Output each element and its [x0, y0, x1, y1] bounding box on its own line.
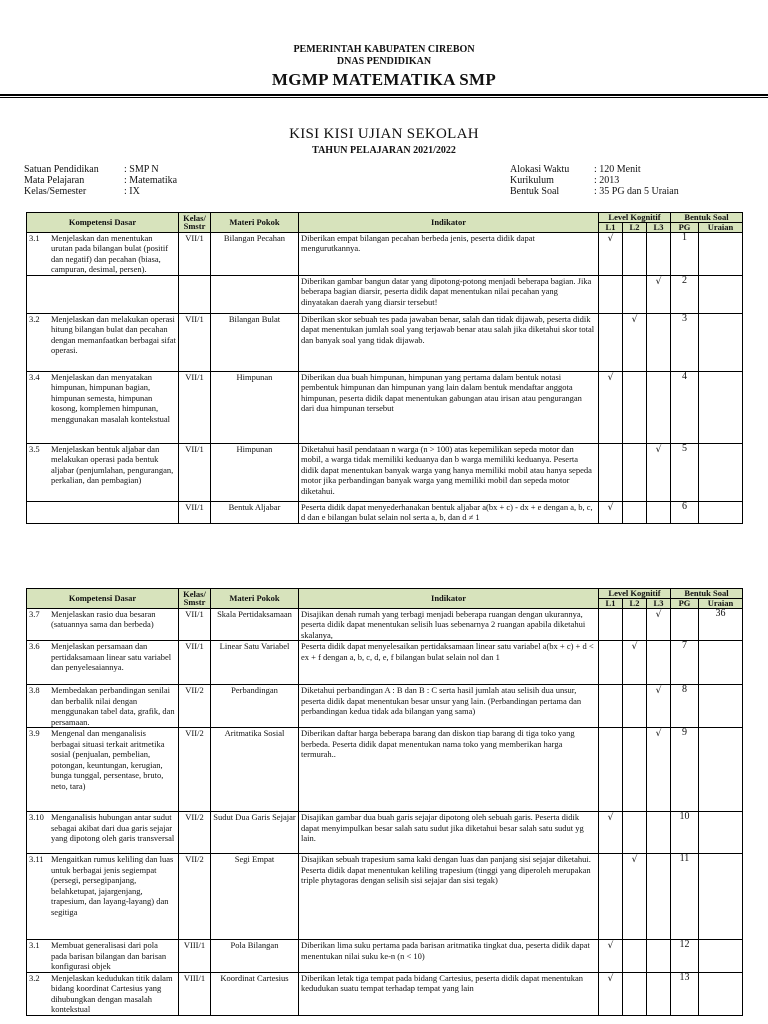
- materi-cell: Segi Empat: [211, 854, 299, 940]
- indikator-cell: Disajikan gambar dua buah garis sejajar dipotong oleh sebuah garis. Peserta didik dapat menyimpulkan besar salah satu sudut jika diketahui besar salah satu sudut yg lain.: [299, 812, 599, 854]
- indikator-cell: Diberikan letak tiga tempat pada bidang Cartesius, peserta didik dapat menentukan kedudukan suatu tempat terhadap tempat yang lain: [299, 972, 599, 1015]
- kd-cell: [27, 940, 179, 973]
- kelas-cell: VII/1: [179, 501, 211, 523]
- level-l1-cell: [599, 940, 623, 973]
- kd-text: Membedakan perbandingan senilai dan berbalik nilai dengan menggunakan tabel data, grafik, dan persamaan.: [51, 685, 175, 727]
- kd-cell: [27, 501, 179, 523]
- materi-cell: Bentuk Aljabar: [211, 501, 299, 523]
- col-uraian: Uraian: [699, 223, 743, 233]
- kd-content: [29, 728, 176, 791]
- kd-content: [29, 685, 176, 727]
- col-bentuk-soal: Bentuk Soal: [671, 589, 743, 599]
- checkmark-icon: √: [655, 276, 662, 287]
- uraian-number-cell: [699, 641, 743, 685]
- level-l2-cell: [623, 443, 647, 501]
- kd-cell: [27, 854, 179, 940]
- pg-number-cell: 11: [671, 854, 699, 940]
- table-row: [27, 728, 743, 812]
- uraian-number-cell: [699, 313, 743, 371]
- indikator-cell: Disajikan denah rumah yang terbagi menjadi beberapa ruangan dengan ukurannya, peserta didik dapat menentukan selisih luas sebenarnya 2 ruangan apabila diketahui skalanya,: [299, 608, 599, 641]
- col-indikator: Indikator: [299, 589, 599, 609]
- info-row: [24, 175, 177, 186]
- document-subtitle: TAHUN PELAJARAN 2021/2022: [312, 145, 456, 156]
- uraian-number-cell: [699, 812, 743, 854]
- kd-text: Menjelaskan persamaan dan pertidaksamaan linear satu variabel dan penyelesaiannya.: [51, 641, 172, 672]
- indikator-cell: Peserta didik dapat menyelesaikan pertidaksamaan linear satu variabel a(bx + c) + d < ex + f dengan a, b, c, d, e, f bilangan bulat selain nol dan 1: [299, 641, 599, 685]
- level-l2-cell: [623, 812, 647, 854]
- info-row: [24, 164, 177, 175]
- kelas-cell: VIII/1: [179, 940, 211, 973]
- col-level-kognitif: Level Kognitif: [599, 589, 671, 599]
- level-l2-cell: [623, 685, 647, 728]
- info-label: Alokasi Waktu: [510, 164, 570, 175]
- col-kompetensi-dasar: Kompetensi Dasar: [27, 213, 179, 233]
- uraian-number-cell: [699, 854, 743, 940]
- kd-cell: [27, 608, 179, 641]
- materi-cell: Sudut Dua Garis Sejajar: [211, 812, 299, 854]
- level-l2-cell: [623, 728, 647, 812]
- kd-text: Menjelaskan bentuk aljabar dan melakukan operasi pada bentuk aljabar (penjumlahan, pengurangan, perkalian, dan pembagian): [51, 443, 174, 485]
- uraian-number-cell: [699, 275, 743, 313]
- checkmark-icon: √: [655, 686, 662, 696]
- indikator-cell: Diketahui perbandingan A : B dan B : C serta hasil jumlah atau selisih dua unsur, peserta didik dapat menentukan besar unsur yang lain. (Perbandingan pertama dan perbandingan kedua tidak ada bilangan yang sama): [299, 685, 599, 728]
- level-l3-cell: [647, 728, 671, 812]
- table-row: [27, 443, 743, 501]
- kd-number: 3.8: [29, 685, 40, 695]
- checkmark-icon: √: [607, 813, 614, 823]
- info-row: [510, 175, 679, 186]
- kd-cell: [27, 728, 179, 812]
- indikator-cell: Diberikan gambar bangun datar yang dipotong-potong menjadi beberapa bagian. Jika beberapa bagian diarsir, peserta didik dapat menentukan nilai pecahan yang dinyatakan daerah yang diarsir tersebut!: [299, 275, 599, 313]
- kd-cell: [27, 371, 179, 443]
- table-row: [27, 940, 743, 973]
- kd-content: [29, 444, 176, 486]
- materi-cell: Pola Bilangan: [211, 940, 299, 973]
- kelas-cell: VII/1: [179, 608, 211, 641]
- table-row: [27, 854, 743, 940]
- pg-number-cell: 8: [671, 685, 699, 728]
- level-l1-cell: [599, 812, 623, 854]
- pg-number-cell: [671, 608, 699, 641]
- col-l3: L3: [647, 223, 671, 233]
- level-l3-cell: [647, 685, 671, 728]
- kd-number: 3.7: [29, 608, 40, 619]
- kd-cell: [27, 313, 179, 371]
- level-l1-cell: [599, 685, 623, 728]
- kd-number: 3.4: [29, 371, 40, 382]
- header-row: [27, 213, 743, 223]
- uraian-number-cell: [699, 972, 743, 1015]
- kd-text: Menjelaskan dan melakukan operasi hitung bilangan bulat dan pecahan dengan memanfaatkan berbagai sifat operasi.: [51, 313, 176, 355]
- table-row: [27, 972, 743, 1015]
- info-value: : 120 Menit: [594, 164, 641, 175]
- pg-number-cell: 5: [671, 443, 699, 501]
- checkmark-icon: √: [631, 855, 638, 865]
- level-l1-cell: [599, 443, 623, 501]
- materi-cell: Perbandingan: [211, 685, 299, 728]
- level-l3-cell: [647, 371, 671, 443]
- kd-cell: [27, 685, 179, 728]
- table-row: [27, 812, 743, 854]
- info-value: : Matematika: [124, 175, 178, 186]
- level-l2-cell: [623, 371, 647, 443]
- pg-number-cell: 12: [671, 940, 699, 973]
- table-row: [27, 275, 743, 313]
- letterhead-divider: [0, 94, 768, 98]
- kd-text: Menjelaskan dan menyatakan himpunan, himpunan bagian, himpunan semesta, himpunan kosong, komplemen himpunan, menggunakan masalah kontekstual: [51, 371, 170, 424]
- col-uraian: Uraian: [699, 599, 743, 609]
- uraian-number-cell: [699, 371, 743, 443]
- pg-number-cell: 3: [671, 313, 699, 371]
- level-l3-cell: [647, 972, 671, 1015]
- level-l1-cell: [599, 371, 623, 443]
- level-l2-cell: [623, 641, 647, 685]
- level-l3-cell: [647, 641, 671, 685]
- info-value: : IX: [124, 186, 140, 197]
- checkmark-icon: √: [607, 233, 614, 244]
- checkmark-icon: √: [631, 642, 638, 652]
- kelas-cell: VII/2: [179, 854, 211, 940]
- info-label: Bentuk Soal: [510, 186, 560, 197]
- checkmark-icon: √: [607, 973, 614, 984]
- kd-content: [29, 854, 176, 917]
- table-row: [27, 685, 743, 728]
- checkmark-icon: √: [607, 502, 614, 513]
- kd-content: [29, 940, 176, 972]
- level-l3-cell: [647, 854, 671, 940]
- indikator-cell: Diberikan lima suku pertama pada barisan aritmatika tingkat dua, peserta didik dapat menentukan nilai suku ke-n (n < 10): [299, 940, 599, 973]
- pg-number-cell: 2: [671, 275, 699, 313]
- level-l2-cell: [623, 940, 647, 973]
- level-l3-cell: [647, 501, 671, 523]
- materi-cell: Aritmatika Sosial: [211, 728, 299, 812]
- indikator-cell: Diberikan dua buah himpunan, himpunan yang pertama dalam bentuk notasi pembentuk himpunan dan himpunan yang lain dalam bentuk mendaftar anggota himpunan, peserta didik dapat menentukan gabungan atau irisan atau pengurangan dari dua himpunan tersebut: [299, 371, 599, 443]
- level-l3-cell: [647, 232, 671, 275]
- checkmark-icon: √: [655, 444, 662, 455]
- level-l3-cell: [647, 608, 671, 641]
- pg-number-cell: 6: [671, 501, 699, 523]
- col-kompetensi-dasar: Kompetensi Dasar: [27, 589, 179, 609]
- pg-number-cell: 10: [671, 812, 699, 854]
- indikator-cell: Diketahui hasil pendataan n warga (n > 100) atas kepemilikan sepeda motor dan mobil, a warga tidak memiliki keduanya dan b warga memiliki keduanya. Peserta didik dapat menentukan banyak warga yang hanya memiliki mobil atau hanya sepeda motor jika perbandingan banyak warga yang memiliki mobil dan sepeda motor diketahui.: [299, 443, 599, 501]
- materi-cell: Linear Satu Variabel: [211, 641, 299, 685]
- pg-number-cell: 13: [671, 972, 699, 1015]
- info-left: [24, 164, 177, 197]
- indikator-cell: Peserta didik dapat menyederhanakan bentuk aljabar a(bx + c) - dx + e dengan a, b, c, d dan e bilangan bulat selain nol serta a, b, dan d ≠ 1: [299, 501, 599, 523]
- info-label: Satuan Pendidikan: [24, 164, 99, 175]
- kelas-cell: VII/2: [179, 812, 211, 854]
- level-l1-cell: [599, 501, 623, 523]
- col-l2: L2: [623, 223, 647, 233]
- kelas-cell: [179, 275, 211, 313]
- kd-cell: [27, 443, 179, 501]
- uraian-number-cell: [699, 940, 743, 973]
- kelas-cell: VII/1: [179, 232, 211, 275]
- kd-cell: [27, 641, 179, 685]
- kd-number: 3.9: [29, 728, 40, 738]
- uraian-number-cell: [699, 728, 743, 812]
- kelas-cell: VII/2: [179, 685, 211, 728]
- col-bentuk-soal: Bentuk Soal: [671, 213, 743, 223]
- kd-text: Mengaitkan rumus keliling dan luas untuk berbagai jenis segiempat (persegi, persegipanjang, belahketupat, jajargenjang, trapesium, dan layang-layang) dan segitiga: [51, 854, 174, 917]
- kelas-cell: VII/1: [179, 371, 211, 443]
- col-materi-pokok: Materi Pokok: [211, 213, 299, 233]
- col-pg: PG: [671, 599, 699, 609]
- level-l1-cell: [599, 313, 623, 371]
- indikator-cell: Diberikan daftar harga beberapa barang dan diskon tiap barang di tiga toko yang berbeda. Peserta didik dapat menentukan nama toko yang memberikan harga termurah..: [299, 728, 599, 812]
- kelas-cell: VII/1: [179, 313, 211, 371]
- materi-cell: Koordinat Cartesius: [211, 972, 299, 1015]
- uraian-number-cell: [699, 232, 743, 275]
- indikator-cell: Diberikan skor sebuah tes pada jawaban benar, salah dan tidak dijawab, peserta didik dapat menentukan jumlah soal yang terjawab benar atau salah jika diketahui skor total dan banyak soal yang tidak dijawab.: [299, 313, 599, 371]
- government-name: PEMERINTAH KABUPATEN CIREBON: [293, 44, 475, 55]
- kd-content: [29, 372, 176, 425]
- level-l3-cell: [647, 313, 671, 371]
- info-right: [510, 164, 679, 197]
- level-l2-cell: [623, 972, 647, 1015]
- kd-text: Mengenal dan menganalisis berbagai situasi terkait aritmetika sosial (penjualan, pembelian, potongan, keuntungan, kerugian, bunga tunggal, persentase, bruto, neto, tara): [51, 728, 165, 791]
- kisi-kisi-table-2: [26, 588, 743, 1016]
- level-l1-cell: [599, 608, 623, 641]
- uraian-number-cell: [699, 501, 743, 523]
- col-materi-pokok: Materi Pokok: [211, 589, 299, 609]
- document-title: KISI KISI UJIAN SEKOLAH: [289, 126, 479, 142]
- checkmark-icon: √: [607, 372, 614, 383]
- kd-number: 3.1: [29, 232, 40, 243]
- checkmark-icon: √: [607, 941, 614, 951]
- kd-number: 3.1: [29, 940, 40, 950]
- header-row: [27, 589, 743, 599]
- kelas-cell: VIII/1: [179, 972, 211, 1015]
- letterhead: [0, 0, 768, 90]
- col-indikator: Indikator: [299, 213, 599, 233]
- level-l3-cell: [647, 443, 671, 501]
- info-value: : SMP N: [124, 164, 159, 175]
- kd-content: [29, 314, 176, 356]
- materi-cell: Bilangan Pecahan: [211, 232, 299, 275]
- level-l3-cell: [647, 940, 671, 973]
- table-row: [27, 371, 743, 443]
- kd-content: [29, 641, 176, 673]
- materi-cell: Himpunan: [211, 443, 299, 501]
- kd-content: [29, 233, 176, 275]
- kd-number: 3.10: [29, 812, 44, 822]
- kd-number: 3.11: [29, 854, 44, 864]
- kd-content: [29, 812, 176, 844]
- level-l2-cell: [623, 501, 647, 523]
- kd-number: 3.2: [29, 972, 40, 983]
- kelas-cell: VII/1: [179, 443, 211, 501]
- info-value: : 35 PG dan 5 Uraian: [594, 186, 679, 197]
- info-label: Kurikulum: [510, 175, 554, 186]
- uraian-number-cell: [699, 443, 743, 501]
- col-kelas-semester: Kelas/ Smstr: [179, 589, 211, 609]
- level-l2-cell: [623, 275, 647, 313]
- kelas-cell: VII/1: [179, 641, 211, 685]
- level-l2-cell: [623, 232, 647, 275]
- level-l1-cell: [599, 232, 623, 275]
- info-label: Mata Pelajaran: [24, 175, 85, 186]
- kd-text: Menjelaskan rasio dua besaran (satuannya sama dan berbeda): [51, 608, 156, 629]
- level-l2-cell: [623, 313, 647, 371]
- materi-cell: Skala Pertidaksamaan: [211, 608, 299, 641]
- materi-cell: [211, 275, 299, 313]
- kd-number: 3.2: [29, 313, 40, 324]
- kd-content: [29, 973, 176, 1015]
- level-l3-cell: [647, 812, 671, 854]
- pg-number-cell: 1: [671, 232, 699, 275]
- uraian-number-cell: [699, 685, 743, 728]
- kd-cell: [27, 232, 179, 275]
- col-pg: PG: [671, 223, 699, 233]
- pg-number-cell: 7: [671, 641, 699, 685]
- level-l2-cell: [623, 608, 647, 641]
- kd-text: Membuat generalisasi dari pola pada barisan bilangan dan barisan konfigurasi objek: [51, 940, 167, 971]
- kd-cell: [27, 275, 179, 313]
- department-name: DNAS PENDIDIKAN: [336, 56, 432, 67]
- col-level-kognitif: Level Kognitif: [599, 213, 671, 223]
- level-l2-cell: [623, 854, 647, 940]
- table-row: [27, 501, 743, 523]
- kelas-cell: VII/2: [179, 728, 211, 812]
- level-l1-cell: [599, 728, 623, 812]
- pg-number-cell: 9: [671, 728, 699, 812]
- uraian-number-cell: 36: [699, 608, 743, 641]
- table-row: [27, 608, 743, 641]
- kd-content: [29, 609, 176, 630]
- kd-cell: [27, 812, 179, 854]
- materi-cell: Bilangan Bulat: [211, 313, 299, 371]
- level-l1-cell: [599, 854, 623, 940]
- kd-text: Menganalisis hubungan antar sudut sebagai akibat dari dua garis sejajar yang dipotong oleh garis transversal: [51, 812, 175, 843]
- materi-cell: Himpunan: [211, 371, 299, 443]
- pg-number-cell: 4: [671, 371, 699, 443]
- checkmark-icon: √: [655, 609, 662, 620]
- indikator-cell: Disajikan sebuah trapesium sama kaki dengan luas dan panjang sisi sejajar diketahui. Peserta didik dapat menentukan keliling trapesium (tinggi yang diperoleh merupakan triple phytagoras dengan selisih sisi sejajar dan sisi tegak): [299, 854, 599, 940]
- col-l1: L1: [599, 599, 623, 609]
- info-row: [510, 164, 679, 175]
- info-value: : 2013: [594, 175, 620, 186]
- level-l1-cell: [599, 972, 623, 1015]
- kd-text: Menjelaskan kedudukan titik dalam bidang koordinat Cartesius yang dihubungkan dengan masalah kontekstual: [51, 972, 173, 1014]
- level-l3-cell: [647, 275, 671, 313]
- kd-number: 3.5: [29, 443, 40, 454]
- checkmark-icon: √: [655, 729, 662, 739]
- organization-name: MGMP MATEMATIKA SMP: [271, 70, 497, 89]
- kisi-kisi-table-1: [26, 212, 743, 524]
- col-l2: L2: [623, 599, 647, 609]
- table-row: [27, 232, 743, 275]
- kd-cell: [27, 972, 179, 1015]
- col-kelas-semester: Kelas/ Smstr: [179, 213, 211, 233]
- checkmark-icon: √: [631, 314, 638, 325]
- info-row: [510, 186, 679, 197]
- kd-text: Menjelaskan dan menentukan urutan pada bilangan bulat (positif dan negatif) dan pecahan (biasa, campuran, desimal, persen).: [51, 232, 169, 274]
- col-l3: L3: [647, 599, 671, 609]
- kd-number: 3.6: [29, 641, 40, 651]
- indikator-cell: Diberikan empat bilangan pecahan berbeda jenis, peserta didik dapat mengurutkannya.: [299, 232, 599, 275]
- level-l1-cell: [599, 275, 623, 313]
- level-l1-cell: [599, 641, 623, 685]
- info-row: [24, 186, 177, 197]
- col-l1: L1: [599, 223, 623, 233]
- table-row: [27, 641, 743, 685]
- info-label: Kelas/Semester: [24, 186, 87, 197]
- table-row: [27, 313, 743, 371]
